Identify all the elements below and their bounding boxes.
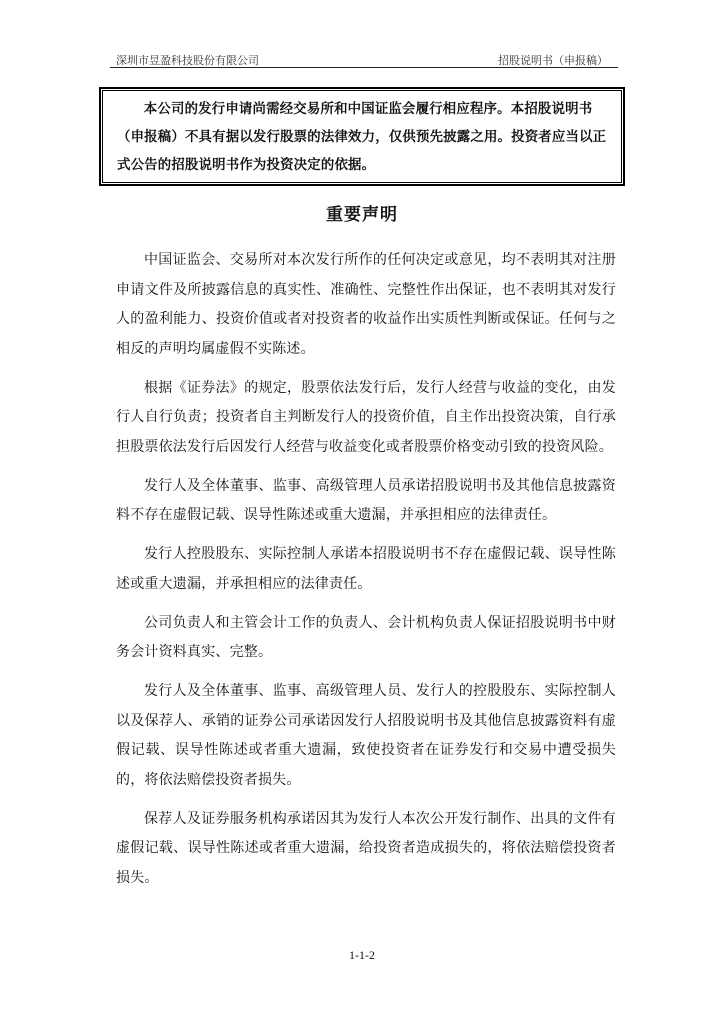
paragraph: 中国证监会、交易所对本次发行所作的任何决定或意见，均不表明其对注册申请文件及所披露信息的真实性、准确性、完整性作出保证，也不表明其对发行人的盈利能力、投资价值或者对投资者的收益作出实质性判断或保证。任何与之相反的声明均属虚假不实陈述。 (116, 252, 616, 357)
header-divider (110, 67, 618, 68)
header-company-name: 深圳市昱盈科技股份有限公司 (116, 54, 259, 67)
declaration-body (116, 246, 616, 903)
paragraph: 根据《证券法》的规定，股票依法发行后，发行人经营与收益的变化，由发行人自行负责；投资者自主判断发行人的投资价值，自主作出投资决策，自行承担股票依法发行后因发行人经营与收益变化或者股票价格变动引致的投资风险。 (116, 379, 616, 455)
paragraph: 保荐人及证券服务机构承诺因其为发行人本次公开发行制作、出具的文件有虚假记载、误导性陈述或者重大遗漏，给投资者造成损失的，将依法赔偿投资者损失。 (116, 810, 616, 886)
header-document-type: 招股说明书（申报稿） (498, 54, 608, 67)
section-title: 重要声明 (326, 205, 398, 225)
notice-box (100, 88, 624, 185)
paragraph: 公司负责人和主管会计工作的负责人、会计机构负责人保证招股说明书中财务会计资料真实、完整。 (116, 614, 616, 660)
paragraph: 发行人及全体董事、监事、高级管理人员承诺招股说明书及其他信息披露资料不存在虚假记载、误导性陈述或重大遗漏，并承担相应的法律责任。 (116, 477, 616, 523)
paragraph: 发行人及全体董事、监事、高级管理人员、发行人的控股股东、实际控制人以及保荐人、承销的证券公司承诺因发行人招股说明书及其他信息披露资料有虚假记载、误导性陈述或者重大遗漏，致使投资者在证券发行和交易中遭受损失的，将依法赔偿投资者损失。 (116, 683, 616, 788)
page-number: 1-1-2 (349, 948, 375, 962)
notice-text: 本公司的发行申请尚需经交易所和中国证监会履行相应程序。本招股说明书（申报稿）不具有据以发行股票的法律效力，仅供预先披露之用。投资者应当以正式公告的招股说明书作为投资决定的依据。 (117, 102, 607, 173)
paragraph: 发行人控股股东、实际控制人承诺本招股说明书不存在虚假记载、误导性陈述或重大遗漏，并承担相应的法律责任。 (116, 546, 616, 592)
